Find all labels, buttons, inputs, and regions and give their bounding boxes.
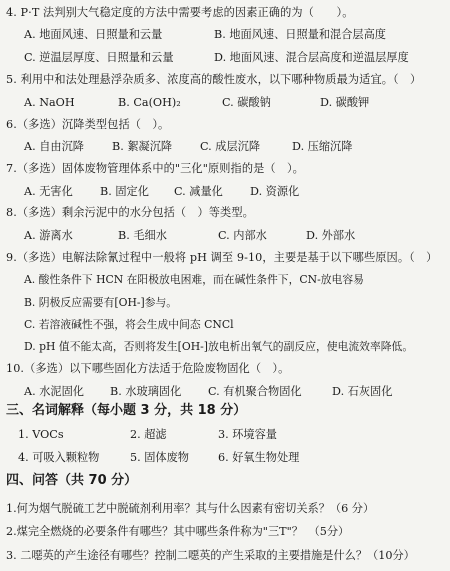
question-5-option-a: A. NaOH [24, 96, 75, 109]
question-8-option-d: D. 外部水 [306, 229, 356, 242]
question-4-option-a: A. 地面风速、日照量和云量 [24, 28, 163, 41]
question-6-option-c: C. 成层沉降 [200, 140, 261, 153]
question-5-option-b: B. Ca(OH)₂ [118, 96, 181, 109]
question-10-option-a: A. 水泥固化 [24, 385, 84, 398]
question-7-option-a: A. 无害化 [24, 185, 73, 198]
section-3-title: 三、名词解释（每小题 3 分，共 18 分） [6, 403, 247, 418]
essay-question-2: 2.煤完全燃烧的必要条件有哪些？其中哪些条件称为"三T"？ （5分） [6, 525, 350, 538]
question-7-option-d: D. 资源化 [250, 185, 300, 198]
question-6-stem: 6.（多选）沉降类型包括（ ）。 [6, 118, 170, 131]
question-7-option-b: B. 固定化 [100, 185, 149, 198]
question-9-option-c: C. 若溶液碱性不强，将会生成中间态 CNCl [24, 318, 234, 331]
question-4-stem: 4. P·T 法判别大气稳定度的方法中需要考虑的因素正确的为（ ）。 [6, 6, 354, 19]
section-4-title: 四、问答（共 70 分） [6, 473, 138, 488]
question-5-stem: 5. 利用中和法处理悬浮杂质多、浓度高的酸性废水，以下哪种物质最为适宜。（ ） [6, 73, 422, 86]
question-9-stem: 9.（多选）电解法除氰过程中一般将 pH 调至 9-10，主要是基于以下哪些原因。（ ） [6, 251, 438, 264]
question-8-option-c: C. 内部水 [218, 229, 267, 242]
question-6-option-b: B. 絮凝沉降 [112, 140, 173, 153]
question-10-option-b: B. 水玻璃固化 [110, 385, 182, 398]
question-8-option-a: A. 游离水 [24, 229, 73, 242]
term-2: 2. 超滤 [130, 428, 167, 441]
question-6-option-a: A. 自由沉降 [24, 140, 84, 153]
question-4-option-b: B. 地面风速、日照量和混合层高度 [214, 28, 386, 41]
essay-question-3: 3. 二噁英的产生途径有哪些？控制二噁英的产生采取的主要措施是什么？（10分） [6, 549, 415, 562]
question-9-option-b: B. 阴极反应需要有[OH-]参与。 [24, 296, 178, 309]
question-7-stem: 7.（多选）固体废物管理体系中的"三化"原则指的是（ ）。 [6, 162, 304, 175]
question-4-option-d: D. 地面风速、混合层高度和逆温层厚度 [214, 51, 409, 64]
term-1: 1. VOCs [18, 428, 64, 441]
question-8-stem: 8.（多选）剩余污泥中的水分包括（ ）等类型。 [6, 206, 254, 219]
question-6-option-d: D. 压缩沉降 [292, 140, 353, 153]
term-6: 6. 好氧生物处理 [218, 451, 300, 464]
question-4-option-c: C. 逆温层厚度、日照量和云量 [24, 51, 174, 64]
question-5-option-d: D. 碳酸钾 [320, 96, 370, 109]
term-3: 3. 环境容量 [218, 428, 277, 441]
question-8-option-b: B. 毛细水 [118, 229, 167, 242]
question-9-option-d: D. pH 值不能太高，否则将发生[OH-]放电析出氧气的副反应，使电流效率降低。 [24, 340, 414, 353]
question-10-option-d: D. 石灰固化 [332, 385, 393, 398]
question-7-option-c: C. 减量化 [174, 185, 223, 198]
question-5-option-c: C. 碳酸钠 [222, 96, 271, 109]
term-5: 5. 固体废物 [130, 451, 189, 464]
essay-question-1: 1.何为烟气脱硫工艺中脱硫剂利用率？其与什么因素有密切关系？（6 分） [6, 502, 375, 515]
term-4: 4. 可吸入颗粒物 [18, 451, 100, 464]
question-10-option-c: C. 有机聚合物固化 [208, 385, 302, 398]
question-10-stem: 10.（多选）以下哪些固化方法适于危险废物固化（ ）。 [6, 362, 290, 375]
question-9-option-a: A. 酸性条件下 HCN 在阳极放电困难，而在碱性条件下，CN-放电容易 [24, 273, 364, 286]
